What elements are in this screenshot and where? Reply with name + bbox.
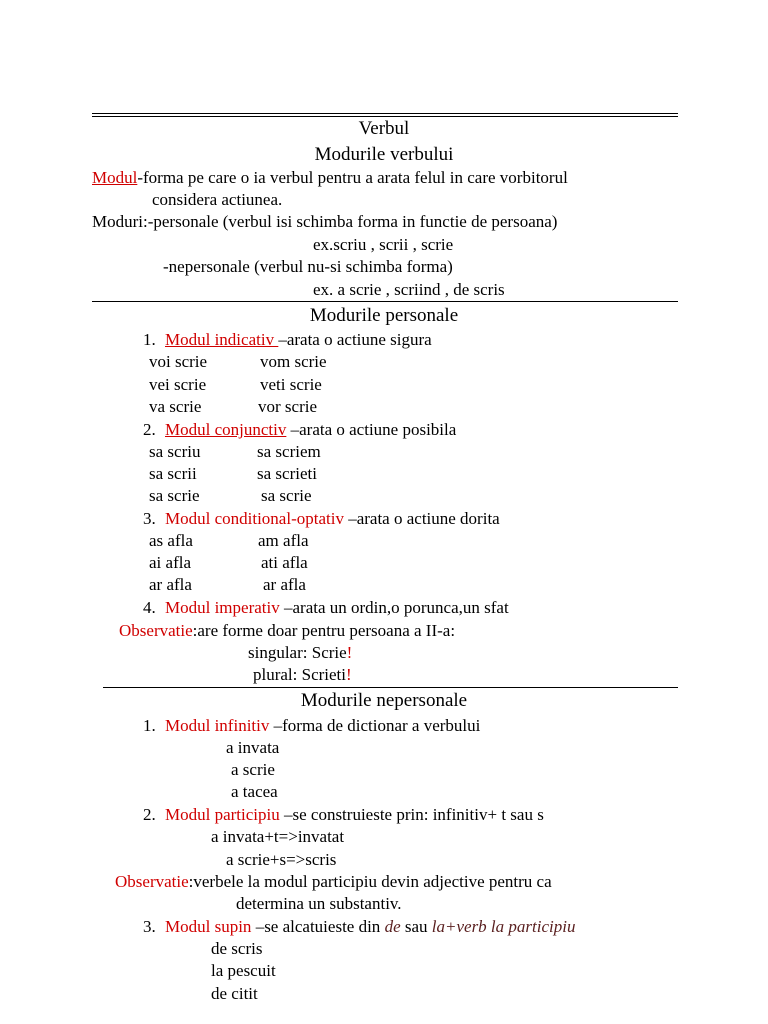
conj-left: sa scriu [149,442,201,461]
conj-right: sa scrie [261,486,312,505]
item-indicativ: 1. Modul indicativ –arata o actiune sigura [143,330,432,349]
mode-name: Modul indicativ [165,330,279,349]
conj-right: ar afla [263,575,306,594]
conj-right: veti scrie [260,375,322,394]
conj-right: am afla [258,531,309,550]
modul-definition: Modul-forma pe care o ia verbul pentru a arata felul in care vorbitorul [92,168,568,187]
conj-right: ati afla [261,553,308,572]
mode-name: Modul conditional-optativ [165,509,344,528]
moduri-line: Moduri:-personale (verbul isi schimba forma in functie de persoana) [92,212,558,231]
conj-left: vei scrie [149,375,207,394]
modul-definition-cont: considera actiunea. [152,190,283,209]
heading-nepersonale: Modurile nepersonale [300,690,468,711]
mode-name: Modul participiu [165,805,280,824]
observatie-label: Observatie [115,872,189,891]
mode-name: Modul imperativ [165,598,280,617]
item-conjunctiv: 2. Modul conjunctiv –arata o actiune posibila [143,420,457,439]
conj-right: vor scrie [258,397,318,416]
plural-line: plural: Scrieti! [253,665,352,684]
example-personale: ex.scriu , scrii , scrie [313,235,454,254]
conj-right: sa scriem [257,442,321,461]
observatie-personale: Observatie:are forme doar pentru persoana a II-a: [119,621,456,640]
section-rule-1 [92,301,678,302]
top-rule-1 [92,113,678,114]
example-item: la pescuit [211,961,276,980]
singular-line: singular: Scrie! [248,643,353,662]
example-item: de citit [211,984,258,1003]
section-subtitle: Modurile verbului [314,144,454,165]
observatie-nepersonale: Observatie:verbele la modul participiu devin adjective pentru ca [115,872,552,891]
example-nepersonale: ex. a scrie , scriind , de scris [313,280,505,299]
observatie-cont: determina un substantiv. [236,894,402,913]
conj-left: va scrie [149,397,202,416]
conj-left: ai afla [149,553,191,572]
item-participiu: 2. Modul participiu –se construieste prin: infinitiv+ t sau s [143,805,544,824]
modul-word: Modul [92,168,138,187]
example-item: a invata [226,738,280,757]
conj-right: vom scrie [260,352,327,371]
conj-right: sa scrieti [257,464,317,483]
observatie-label: Observatie [119,621,193,640]
item-supin: 3. Modul supin –se alcatuieste din de sau la+verb la participiu [143,917,576,936]
conj-left: sa scrie [149,486,200,505]
conj-left: as afla [149,531,193,550]
nepersonale-line: -nepersonale (verbul nu-si schimba forma) [163,257,453,276]
mode-name: Modul conjunctiv [165,420,287,439]
mode-name: Modul supin [165,917,252,936]
conj-left: voi scrie [149,352,208,371]
section-rule-2 [103,687,678,688]
item-conditional: 3. Modul conditional-optativ –arata o actiune dorita [143,509,500,528]
example-item: a scrie+s=>scris [226,850,337,869]
item-infinitiv: 1. Modul infinitiv –forma de dictionar a verbului [143,716,481,735]
heading-personale: Modurile personale [309,305,459,326]
conj-left: sa scrii [149,464,197,483]
mode-name: Modul infinitiv [165,716,270,735]
conj-left: ar afla [149,575,192,594]
example-item: a tacea [231,782,278,801]
example-item: a scrie [231,760,275,779]
item-imperativ: 4. Modul imperativ –arata un ordin,o porunca,un sfat [143,598,509,617]
example-item: a invata+t=>invatat [211,827,345,846]
example-item: de scris [211,939,263,958]
page-title: Verbul [358,118,410,139]
top-rule-2 [92,116,678,117]
